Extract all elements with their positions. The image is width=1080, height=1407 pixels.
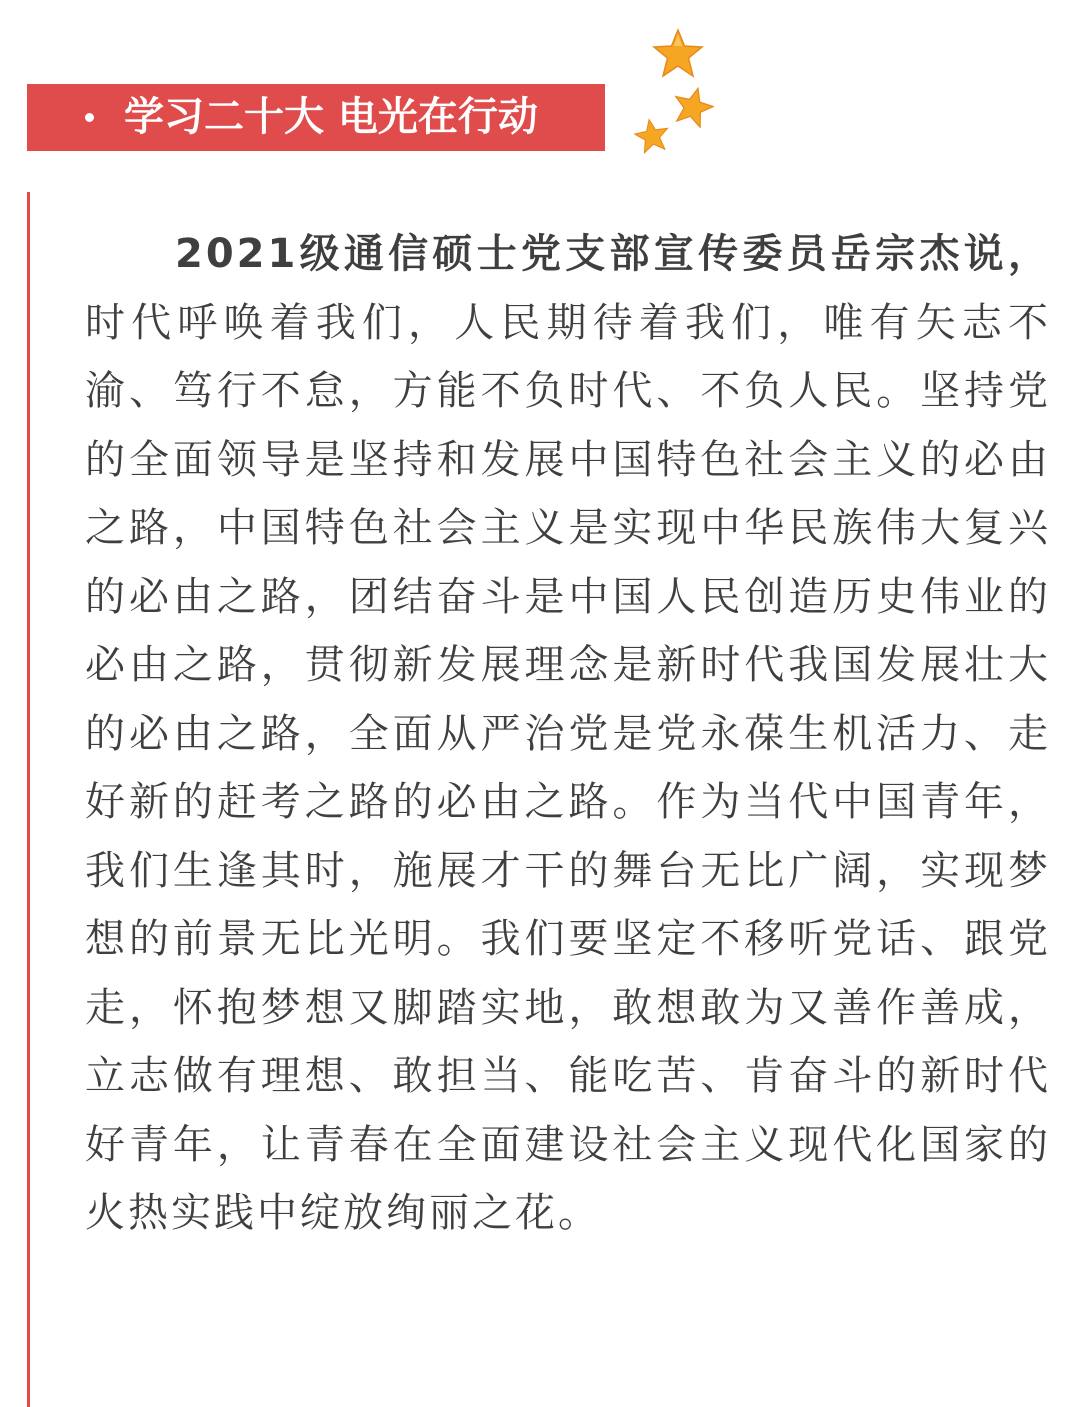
star-icon bbox=[672, 86, 714, 128]
section-banner bbox=[27, 84, 605, 151]
article-paragraph bbox=[85, 220, 1051, 1248]
bullet-dot bbox=[85, 113, 94, 122]
left-accent-rule bbox=[27, 192, 30, 1407]
star-icon bbox=[652, 28, 704, 80]
article-body: 时代呼唤着我们，人民期待着我们，唯有矢志不渝、笃行不怠，方能不负时代、不负人民。坚持党的全面领导是坚持和发展中国特色社会主义的必由之路，中国特色社会主义是实现中华民族伟大复兴的必由之路，团结奋斗是中国人民创造历史伟业的必由之路，贯彻新发展理念是新时代我国发展壮大的必由之路，全面从严治党是党永葆生机活力、走好新的赶考之路的必由之路。作为当代中国青年，我们生逢其时，施展才干的舞台无比广阔，实现梦想的前景无比光明。我们要坚定不移听党话、跟党走，怀抱梦想又脚踏实地，敢想敢为又善作善成，立志做有理想、敢担当、能吃苦、肯奋斗的新时代好青年，让青春在全面建设社会主义现代化国家的火热实践中绽放绚丽之花。 bbox=[85, 299, 1051, 1236]
section-title: 学习二十大 电光在行动 bbox=[124, 94, 538, 140]
star-icon bbox=[634, 118, 670, 154]
article-lead: 2021级通信硕士党支部宣传委员岳宗杰说， bbox=[175, 231, 1051, 277]
